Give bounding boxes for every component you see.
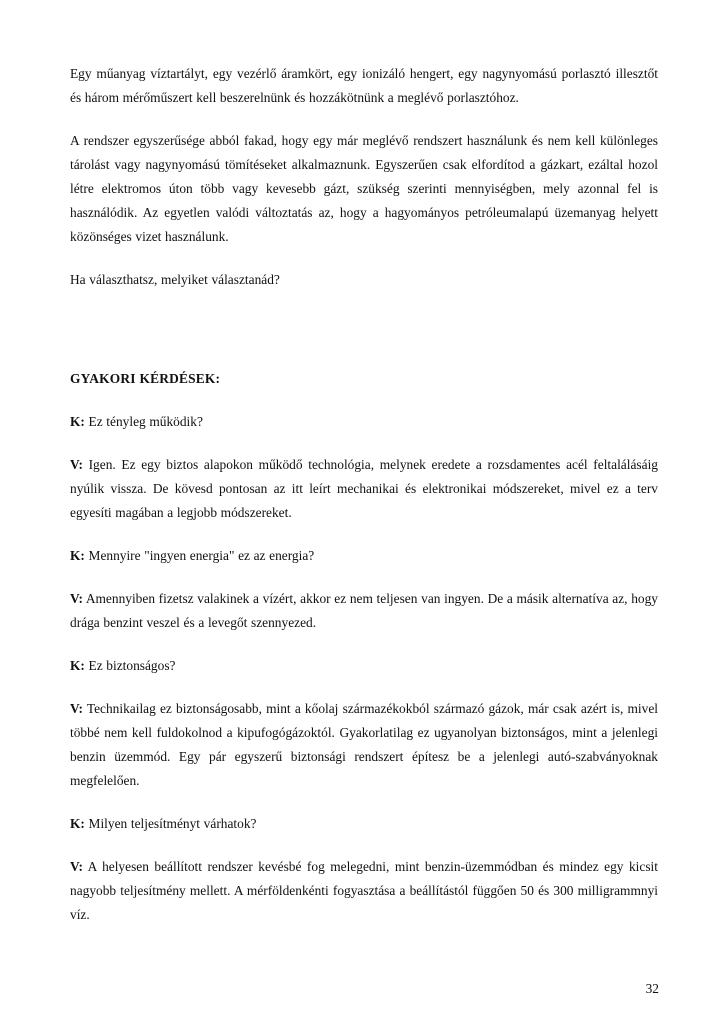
answer-text: Amennyiben fizetsz valakinek a vízért, akkor ez nem teljesen van ingyen. De a másik alternatíva az, hogy drága benzint veszel és a levegőt szennyezed. bbox=[70, 591, 658, 630]
question-label: K: bbox=[70, 414, 85, 429]
faq-answer-2 bbox=[70, 587, 658, 635]
faq-question-2 bbox=[70, 544, 658, 568]
answer-label: V: bbox=[70, 859, 83, 874]
intro-paragraph-2: A rendszer egyszerűsége abból fakad, hogy egy már meglévő rendszert használunk és nem kell különleges tárolást vagy nagynyomású tömítéseket alkalmaznunk. Egyszerűen csak elfordítod a gázkart, ezáltal hozol létre elektromos úton több vagy kevesebb gázt, szükség szerinti mennyiségben, mely azonnal fel is használódik. Az egyetlen valódi változtatás az, hogy a hagyományos petróleumalapú üzemanyag helyett közönséges vizet használunk. bbox=[70, 133, 658, 244]
answer-label: V: bbox=[70, 701, 83, 716]
question-label: K: bbox=[70, 816, 85, 831]
question-text: Ez biztonságos? bbox=[88, 658, 176, 673]
page-content bbox=[70, 62, 658, 927]
answer-label: V: bbox=[70, 457, 83, 472]
faq-question-4 bbox=[70, 812, 658, 836]
answer-text: Igen. Ez egy biztos alapokon működő technológia, melynek eredete a rozsdamentes acél feltalálásáig nyúlik vissza. De kövesd pontosan az itt leírt mechanikai és elektronikai módszereket, mivel ez a terv egyesíti magában a legjobb módszereket. bbox=[70, 457, 658, 520]
faq-answer-4 bbox=[70, 855, 658, 927]
faq-answer-1 bbox=[70, 453, 658, 525]
page-number: 32 bbox=[645, 981, 659, 996]
faq-question-1 bbox=[70, 410, 658, 434]
question-label: K: bbox=[70, 548, 85, 563]
faq-heading: GYAKORI KÉRDÉSEK: bbox=[70, 371, 221, 386]
question-label: K: bbox=[70, 658, 85, 673]
intro-paragraph-3: Ha választhatsz, melyiket választanád? bbox=[70, 272, 280, 287]
intro-paragraph-1: Egy műanyag víztartályt, egy vezérlő áramkört, egy ionizáló hengert, egy nagynyomású porlasztó illesztőt és három mérőműszert kell beszerelnünk és hozzákötnünk a meglévő porlasztóhoz. bbox=[70, 66, 658, 105]
question-text: Ez tényleg működik? bbox=[88, 414, 203, 429]
question-text: Milyen teljesítményt várhatok? bbox=[88, 816, 257, 831]
faq-question-3 bbox=[70, 654, 658, 678]
answer-text: A helyesen beállított rendszer kevésbé fog melegedni, mint benzin-üzemmódban és mindez egy kicsit nagyobb teljesítmény mellett. A mérföldenkénti fogyasztása a beállítástól függően 50 és 300 milligrammnyi víz. bbox=[70, 859, 658, 922]
question-text: Mennyire "ingyen energia" ez az energia? bbox=[88, 548, 315, 563]
faq-answer-3 bbox=[70, 697, 658, 793]
answer-text: Technikailag ez biztonságosabb, mint a kőolaj származékokból származó gázok, már csak azért is, mivel többé nem kell fuldokolnod a kipufogógázoktól. Gyakorlatilag ez ugyanolyan biztonságos, mint a jelenlegi benzin üzemmód. Egy pár egyszerű biztonsági rendszert építesz be a jelenlegi autó-szabványoknak megfelelően. bbox=[70, 701, 659, 788]
answer-label: V: bbox=[70, 591, 83, 606]
